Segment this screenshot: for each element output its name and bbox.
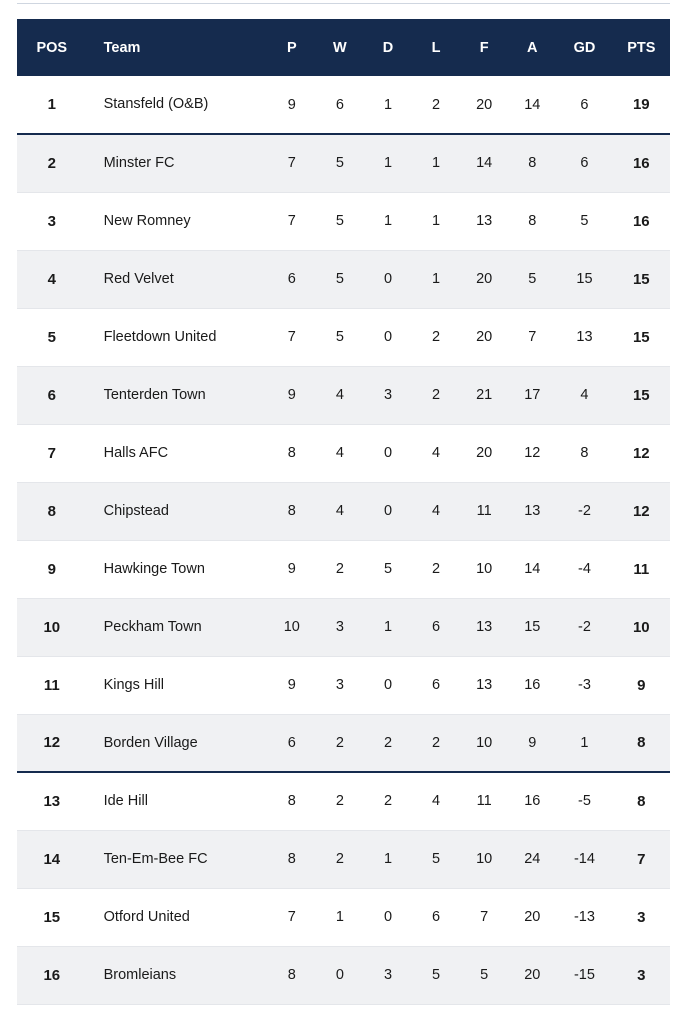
cell-goals-for: 7 — [460, 888, 508, 946]
table-header-row — [17, 19, 670, 76]
cell-goals-for: 14 — [460, 134, 508, 192]
cell-lost: 5 — [412, 830, 460, 888]
cell-played: 6 — [268, 714, 316, 772]
cell-goals-against: 24 — [508, 830, 556, 888]
cell-drawn: 0 — [364, 250, 412, 308]
team-name-label: Kings Hill — [103, 676, 165, 693]
cell-goals-against: 17 — [508, 366, 556, 424]
cell-drawn: 3 — [364, 946, 412, 1004]
cell-position: 16 — [17, 946, 87, 1004]
table-row[interactable] — [17, 308, 670, 366]
cell-team-name[interactable] — [87, 598, 268, 656]
cell-won: 2 — [316, 714, 364, 772]
cell-played: 7 — [268, 308, 316, 366]
cell-played: 8 — [268, 772, 316, 830]
column-header-w[interactable]: W — [316, 19, 364, 76]
cell-lost: 2 — [412, 540, 460, 598]
column-header-pos[interactable]: POS — [17, 19, 87, 76]
cell-team-name[interactable] — [87, 714, 268, 772]
cell-goals-against: 20 — [508, 888, 556, 946]
top-divider — [17, 3, 670, 4]
cell-lost: 6 — [412, 598, 460, 656]
table-row[interactable] — [17, 946, 670, 1004]
cell-lost: 6 — [412, 656, 460, 714]
table-row[interactable] — [17, 714, 670, 772]
cell-position: 1 — [17, 76, 87, 134]
table-row[interactable] — [17, 76, 670, 134]
cell-won: 4 — [316, 424, 364, 482]
column-header-l[interactable]: L — [412, 19, 460, 76]
cell-goal-difference: -2 — [556, 482, 612, 540]
cell-lost: 2 — [412, 366, 460, 424]
cell-goals-against: 15 — [508, 598, 556, 656]
cell-played: 9 — [268, 540, 316, 598]
cell-won: 1 — [316, 888, 364, 946]
cell-played: 7 — [268, 192, 316, 250]
cell-position: 13 — [17, 772, 87, 830]
column-header-team[interactable]: Team — [87, 19, 268, 76]
cell-drawn: 5 — [364, 540, 412, 598]
team-name-label: Fleetdown United — [103, 328, 217, 345]
cell-won: 5 — [316, 308, 364, 366]
column-header-a[interactable]: A — [508, 19, 556, 76]
cell-played: 9 — [268, 656, 316, 714]
cell-team-name[interactable] — [87, 308, 268, 366]
cell-goals-for: 10 — [460, 830, 508, 888]
cell-team-name[interactable] — [87, 424, 268, 482]
cell-won: 4 — [316, 366, 364, 424]
cell-drawn: 1 — [364, 76, 412, 134]
table-row[interactable] — [17, 424, 670, 482]
cell-played: 8 — [268, 946, 316, 1004]
table-row[interactable] — [17, 192, 670, 250]
cell-goal-difference: 6 — [556, 134, 612, 192]
cell-lost: 2 — [412, 76, 460, 134]
cell-points: 12 — [613, 424, 670, 482]
cell-team-name[interactable] — [87, 772, 268, 830]
cell-lost: 1 — [412, 134, 460, 192]
cell-team-name[interactable] — [87, 192, 268, 250]
cell-goals-against: 8 — [508, 134, 556, 192]
cell-played: 6 — [268, 250, 316, 308]
cell-goals-against: 5 — [508, 250, 556, 308]
cell-goals-for: 10 — [460, 540, 508, 598]
cell-won: 6 — [316, 76, 364, 134]
cell-position: 12 — [17, 714, 87, 772]
cell-drawn: 0 — [364, 656, 412, 714]
cell-points: 3 — [613, 946, 670, 1004]
table-row[interactable] — [17, 482, 670, 540]
cell-won: 5 — [316, 134, 364, 192]
cell-won: 3 — [316, 656, 364, 714]
league-table-container — [17, 19, 670, 1005]
team-name-label: Bromleians — [103, 966, 177, 983]
table-row[interactable] — [17, 134, 670, 192]
cell-lost: 4 — [412, 772, 460, 830]
cell-goals-for: 10 — [460, 714, 508, 772]
cell-position: 4 — [17, 250, 87, 308]
cell-lost: 4 — [412, 482, 460, 540]
cell-won: 0 — [316, 946, 364, 1004]
cell-won: 5 — [316, 250, 364, 308]
cell-points: 16 — [613, 192, 670, 250]
cell-drawn: 2 — [364, 714, 412, 772]
cell-points: 15 — [613, 250, 670, 308]
column-header-d[interactable]: D — [364, 19, 412, 76]
cell-drawn: 0 — [364, 424, 412, 482]
table-row[interactable] — [17, 540, 670, 598]
cell-goal-difference: 4 — [556, 366, 612, 424]
cell-position: 10 — [17, 598, 87, 656]
cell-goals-against: 16 — [508, 656, 556, 714]
cell-won: 4 — [316, 482, 364, 540]
cell-goals-for: 11 — [460, 772, 508, 830]
team-name-label: Tenterden Town — [103, 386, 206, 403]
cell-position: 5 — [17, 308, 87, 366]
cell-played: 7 — [268, 134, 316, 192]
team-name-label: Peckham Town — [103, 618, 202, 635]
cell-points: 15 — [613, 308, 670, 366]
cell-team-name[interactable] — [87, 888, 268, 946]
cell-drawn: 1 — [364, 134, 412, 192]
cell-goals-for: 11 — [460, 482, 508, 540]
cell-points: 16 — [613, 134, 670, 192]
cell-points: 7 — [613, 830, 670, 888]
cell-team-name[interactable] — [87, 366, 268, 424]
cell-drawn: 0 — [364, 308, 412, 366]
team-name-label: Ide Hill — [103, 793, 148, 810]
column-header-gd[interactable]: GD — [556, 19, 612, 76]
cell-goal-difference: -5 — [556, 772, 612, 830]
cell-goal-difference: 5 — [556, 192, 612, 250]
league-table — [17, 19, 670, 1005]
team-name-label: Halls AFC — [103, 444, 169, 461]
cell-team-name[interactable] — [87, 250, 268, 308]
cell-goal-difference: -15 — [556, 946, 612, 1004]
cell-played: 8 — [268, 830, 316, 888]
cell-played: 10 — [268, 598, 316, 656]
cell-drawn: 0 — [364, 482, 412, 540]
cell-points: 19 — [613, 76, 670, 134]
cell-lost: 1 — [412, 192, 460, 250]
cell-goals-against: 12 — [508, 424, 556, 482]
cell-goals-against: 9 — [508, 714, 556, 772]
table-header — [17, 19, 670, 76]
cell-drawn: 1 — [364, 598, 412, 656]
cell-lost: 1 — [412, 250, 460, 308]
cell-played: 9 — [268, 76, 316, 134]
team-name-label: Minster FC — [103, 155, 175, 172]
cell-points: 8 — [613, 714, 670, 772]
team-name-label: New Romney — [103, 212, 191, 229]
cell-lost: 2 — [412, 308, 460, 366]
cell-team-name[interactable] — [87, 76, 268, 134]
table-row[interactable] — [17, 250, 670, 308]
cell-goals-for: 5 — [460, 946, 508, 1004]
cell-drawn: 3 — [364, 366, 412, 424]
cell-points: 11 — [613, 540, 670, 598]
cell-points: 10 — [613, 598, 670, 656]
cell-goals-for: 20 — [460, 424, 508, 482]
cell-position: 3 — [17, 192, 87, 250]
column-header-pts[interactable]: PTS — [613, 19, 670, 76]
table-row[interactable] — [17, 656, 670, 714]
cell-played: 8 — [268, 482, 316, 540]
cell-goals-against: 16 — [508, 772, 556, 830]
cell-drawn: 2 — [364, 772, 412, 830]
cell-goals-for: 13 — [460, 656, 508, 714]
cell-goal-difference: -4 — [556, 540, 612, 598]
cell-position: 9 — [17, 540, 87, 598]
cell-goals-for: 20 — [460, 76, 508, 134]
team-name-label: Chipstead — [103, 502, 169, 519]
cell-goal-difference: -14 — [556, 830, 612, 888]
cell-team-name[interactable] — [87, 482, 268, 540]
table-body — [17, 76, 670, 1004]
cell-goal-difference: 15 — [556, 250, 612, 308]
cell-goal-difference: -2 — [556, 598, 612, 656]
cell-goals-for: 13 — [460, 192, 508, 250]
cell-lost: 4 — [412, 424, 460, 482]
team-name-label: Borden Village — [103, 734, 198, 751]
cell-goals-against: 14 — [508, 76, 556, 134]
cell-points: 12 — [613, 482, 670, 540]
cell-goal-difference: -13 — [556, 888, 612, 946]
cell-goals-against: 14 — [508, 540, 556, 598]
cell-points: 15 — [613, 366, 670, 424]
cell-drawn: 1 — [364, 830, 412, 888]
cell-goals-against: 20 — [508, 946, 556, 1004]
cell-goals-for: 21 — [460, 366, 508, 424]
cell-position: 8 — [17, 482, 87, 540]
cell-won: 2 — [316, 830, 364, 888]
cell-goal-difference: -3 — [556, 656, 612, 714]
table-row[interactable] — [17, 888, 670, 946]
cell-team-name[interactable] — [87, 134, 268, 192]
team-name-label: Stansfeld (O&B) — [103, 96, 209, 113]
table-row[interactable] — [17, 366, 670, 424]
cell-won: 3 — [316, 598, 364, 656]
team-name-label: Ten-Em-Bee FC — [103, 850, 208, 867]
column-header-p[interactable]: P — [268, 19, 316, 76]
cell-played: 8 — [268, 424, 316, 482]
cell-position: 11 — [17, 656, 87, 714]
cell-played: 9 — [268, 366, 316, 424]
cell-position: 6 — [17, 366, 87, 424]
cell-goal-difference: 8 — [556, 424, 612, 482]
cell-goals-against: 13 — [508, 482, 556, 540]
table-row[interactable] — [17, 598, 670, 656]
cell-goals-for: 13 — [460, 598, 508, 656]
cell-points: 8 — [613, 772, 670, 830]
cell-played: 7 — [268, 888, 316, 946]
cell-won: 2 — [316, 540, 364, 598]
cell-goals-for: 20 — [460, 250, 508, 308]
cell-team-name[interactable] — [87, 656, 268, 714]
team-name-label: Red Velvet — [103, 270, 174, 287]
column-header-f[interactable]: F — [460, 19, 508, 76]
cell-position: 15 — [17, 888, 87, 946]
team-name-label: Hawkinge Town — [103, 560, 205, 577]
cell-position: 2 — [17, 134, 87, 192]
cell-lost: 5 — [412, 946, 460, 1004]
cell-goals-for: 20 — [460, 308, 508, 366]
cell-points: 9 — [613, 656, 670, 714]
cell-team-name[interactable] — [87, 946, 268, 1004]
cell-lost: 2 — [412, 714, 460, 772]
table-row[interactable] — [17, 772, 670, 830]
cell-goal-difference: 1 — [556, 714, 612, 772]
cell-position: 7 — [17, 424, 87, 482]
cell-team-name[interactable] — [87, 540, 268, 598]
cell-position: 14 — [17, 830, 87, 888]
cell-goal-difference: 13 — [556, 308, 612, 366]
cell-won: 2 — [316, 772, 364, 830]
cell-won: 5 — [316, 192, 364, 250]
cell-lost: 6 — [412, 888, 460, 946]
cell-team-name[interactable] — [87, 830, 268, 888]
cell-goal-difference: 6 — [556, 76, 612, 134]
cell-goals-against: 8 — [508, 192, 556, 250]
table-row[interactable] — [17, 830, 670, 888]
cell-goals-against: 7 — [508, 308, 556, 366]
cell-drawn: 0 — [364, 888, 412, 946]
cell-points: 3 — [613, 888, 670, 946]
team-name-label: Otford United — [103, 908, 190, 925]
cell-drawn: 1 — [364, 192, 412, 250]
